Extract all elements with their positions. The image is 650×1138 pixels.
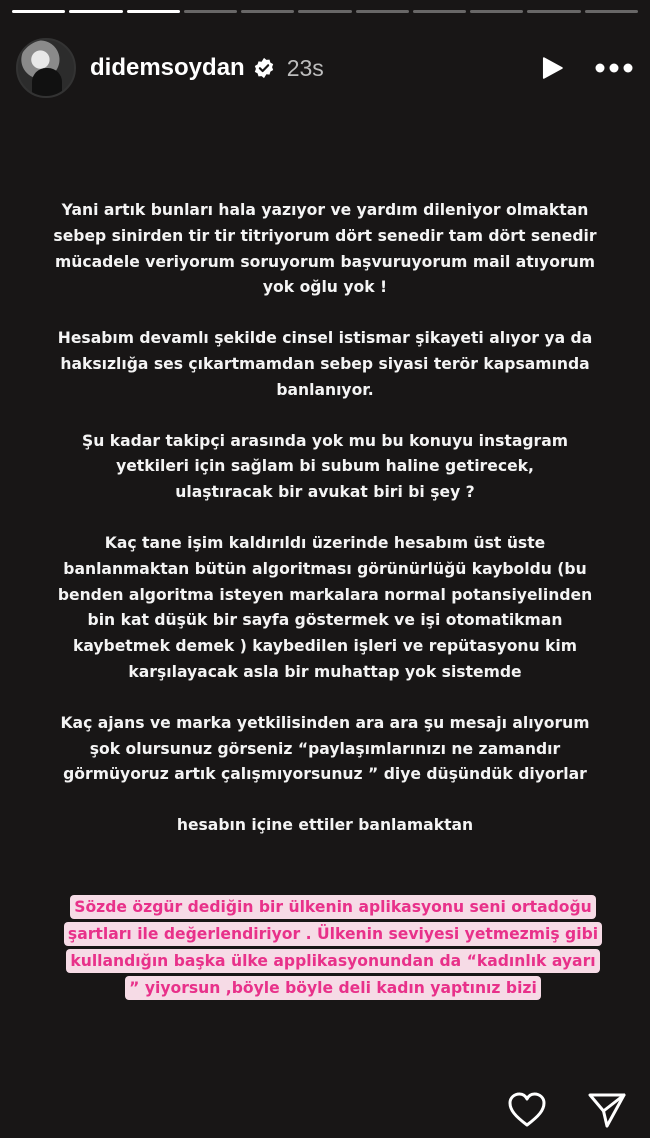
story-text-line: sebep sinirden tir tir titriyorum dört senedir tam dört senedir — [53, 226, 597, 245]
paragraph-gap — [40, 788, 610, 813]
story-text-line: Kaç tane işim kaldırıldı üzerinde hesabım üst üste — [104, 533, 546, 552]
story-text-line: Şu kadar takipçi arasında yok mu bu konuyu instagram — [82, 431, 568, 450]
progress-segment — [127, 10, 180, 13]
story-text-line: kaybetmek demek ) kaybedilen işleri ve repütasyonu kim — [72, 637, 578, 656]
story-text-line: banlanıyor. — [276, 380, 374, 399]
progress-segment — [184, 10, 237, 13]
highlighted-text-block — [36, 894, 630, 1002]
progress-segment — [356, 10, 409, 13]
progress-segment — [413, 10, 466, 13]
progress-segment — [241, 10, 294, 13]
progress-segment — [69, 10, 122, 13]
story-text-line: mücadele veriyorum soruyorum başvuruyorum mail atıyorum — [55, 252, 595, 271]
progress-segment — [585, 10, 638, 13]
username[interactable]: didemsoydan — [90, 54, 245, 81]
play-icon[interactable] — [538, 54, 566, 82]
progress-segment — [527, 10, 580, 13]
story-progress-bar — [12, 10, 638, 13]
story-actions — [506, 1090, 628, 1130]
story-text-line: ulaştıracak bir avukat biri bi şey ? — [175, 483, 475, 502]
paragraph-gap — [40, 686, 610, 711]
post-time: 23s — [286, 54, 324, 81]
story-text-line: görmüyoruz artık çalışmıyorsunuz ” diye düşündük diyorlar — [63, 765, 587, 784]
story-text-line: şok olursunuz görseniz “paylaşımlarınızı ne zamandır — [89, 739, 561, 758]
story-text-line: hesabın içine ettiler banlamaktan — [176, 816, 474, 835]
story-text-line: banlanmaktan bütün algoritması görünürlüğü kayboldu (bu — [63, 559, 587, 578]
story-text-line: karşılayacak asla bir muhattap yok sistemde — [128, 662, 522, 681]
highlight-text-line: şartları ile değerlendiriyor . Ülkenin seviyesi yetmezmiş gibi — [64, 922, 602, 946]
verified-badge-icon — [253, 57, 275, 79]
story-text-line: yok oğlu yok ! — [262, 278, 388, 297]
highlight-text-line: kullandığın başka ülke applikasyonundan da “kadınlık ayarı — [66, 949, 599, 973]
send-icon[interactable] — [586, 1090, 628, 1130]
progress-segment — [12, 10, 65, 13]
story-text — [40, 198, 610, 839]
avatar[interactable] — [16, 38, 76, 98]
progress-segment — [470, 10, 523, 13]
story-text-line: Kaç ajans ve marka yetkilisinden ara ara şu mesajı alıyorum — [60, 713, 590, 732]
story-header — [16, 36, 634, 100]
story-text-line: yetkileri için sağlam bi subum haline getirecek, — [116, 457, 534, 476]
paragraph-gap — [40, 301, 610, 326]
highlight-text-line: ” yiyorsun ,böyle böyle deli kadın yaptınız bizi — [125, 976, 541, 1000]
paragraph-gap — [40, 404, 610, 429]
progress-segment — [298, 10, 351, 13]
story-text-line: Hesabım devamlı şekilde cinsel istismar şikayeti alıyor ya da — [57, 329, 593, 348]
story-text-line: bin kat düşük bir sayfa göstermek ve işi otomatikman — [87, 611, 563, 630]
paragraph-gap — [40, 506, 610, 531]
story-text-line: Yani artık bunları hala yazıyor ve yardım dileniyor olmaktan — [61, 201, 589, 219]
story-text-line: benden algoritma isteyen markalara normal potansiyelinden — [57, 585, 593, 604]
highlight-text-line: Sözde özgür dediğin bir ülkenin aplikasyonu seni ortadoğu — [70, 895, 596, 919]
more-options-icon[interactable] — [594, 62, 634, 74]
heart-icon[interactable] — [506, 1090, 548, 1130]
story-text-line: haksızlığa ses çıkartmamdan sebep siyasi terör kapsamında — [60, 354, 590, 373]
